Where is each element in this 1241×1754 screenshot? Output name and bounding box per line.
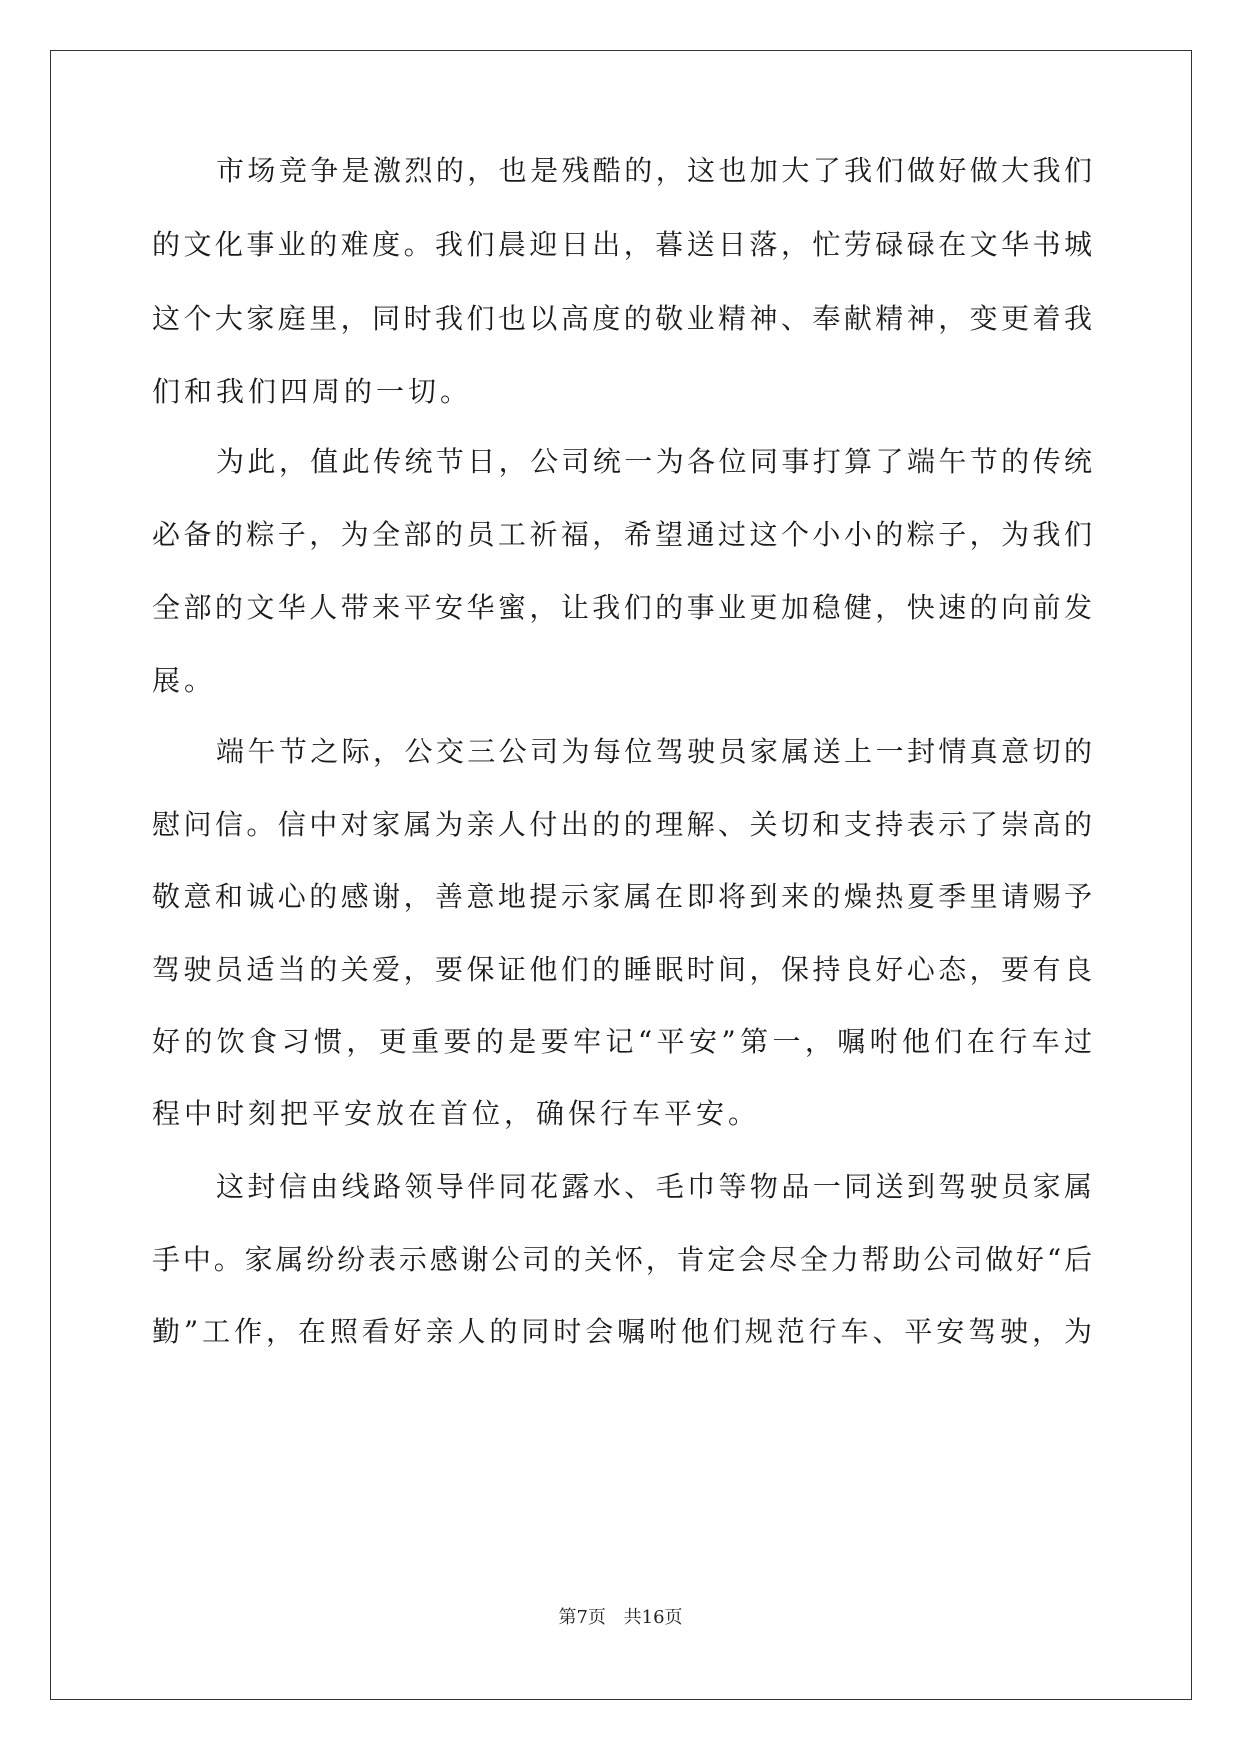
paragraph-2-line-4: 展。 [152, 664, 217, 697]
paragraph-2-line-2: 必备的粽子，为全部的员工祈福，希望通过这个小小的粽子，为我们 [152, 518, 1092, 551]
paragraph-2-line-3: 全部的文华人带来平安华蜜，让我们的事业更加稳健，快速的向前发 [152, 591, 1092, 624]
paragraph-1-line-2: 的文化事业的难度。我们晨迎日出，暮送日落，忙劳碌碌在文华书城 [152, 228, 1092, 261]
page-total: 共16页 [623, 1607, 683, 1628]
paragraph-1-line-3: 这个大家庭里，同时我们也以高度的敬业精神、奉献精神，变更着我 [152, 302, 1092, 335]
paragraph-1-line-1: 市场竞争是激烈的，也是残酷的，这也加大了我们做好做大我们 [216, 154, 1092, 187]
paragraph-3-line-5: 好的饮食习惯，更重要的是要牢记“平安”第一，嘱咐他们在行车过 [152, 1025, 1092, 1058]
paragraph-3-line-3: 敬意和诚心的感谢，善意地提示家属在即将到来的燥热夏季里请赐予 [152, 880, 1092, 913]
paragraph-3-line-1: 端午节之际，公交三公司为每位驾驶员家属送上一封情真意切的 [216, 735, 1092, 768]
paragraph-4-line-2: 手中。家属纷纷表示感谢公司的关怀，肯定会尽全力帮助公司做好“后 [152, 1243, 1092, 1276]
page-footer [0, 1606, 1241, 1630]
paragraph-4-line-3: 勤”工作，在照看好亲人的同时会嘱咐他们规范行车、平安驾驶，为 [152, 1315, 1092, 1348]
paragraph-3-line-6: 程中时刻把平安放在首位，确保行车平安。 [152, 1097, 761, 1130]
paragraph-1-line-4: 们和我们四周的一切。 [152, 375, 473, 408]
page-number: 第7页 [558, 1607, 606, 1628]
paragraph-4-line-1: 这封信由线路领导伴同花露水、毛巾等物品一同送到驾驶员家属 [216, 1170, 1092, 1203]
paragraph-2-line-1: 为此，值此传统节日，公司统一为各位同事打算了端午节的传统 [216, 445, 1092, 478]
paragraph-3-line-2: 慰问信。信中对家属为亲人付出的的理解、关切和支持表示了崇高的 [152, 808, 1092, 841]
paragraph-3-line-4: 驾驶员适当的关爱，要保证他们的睡眠时间，保持良好心态，要有良 [152, 953, 1092, 986]
